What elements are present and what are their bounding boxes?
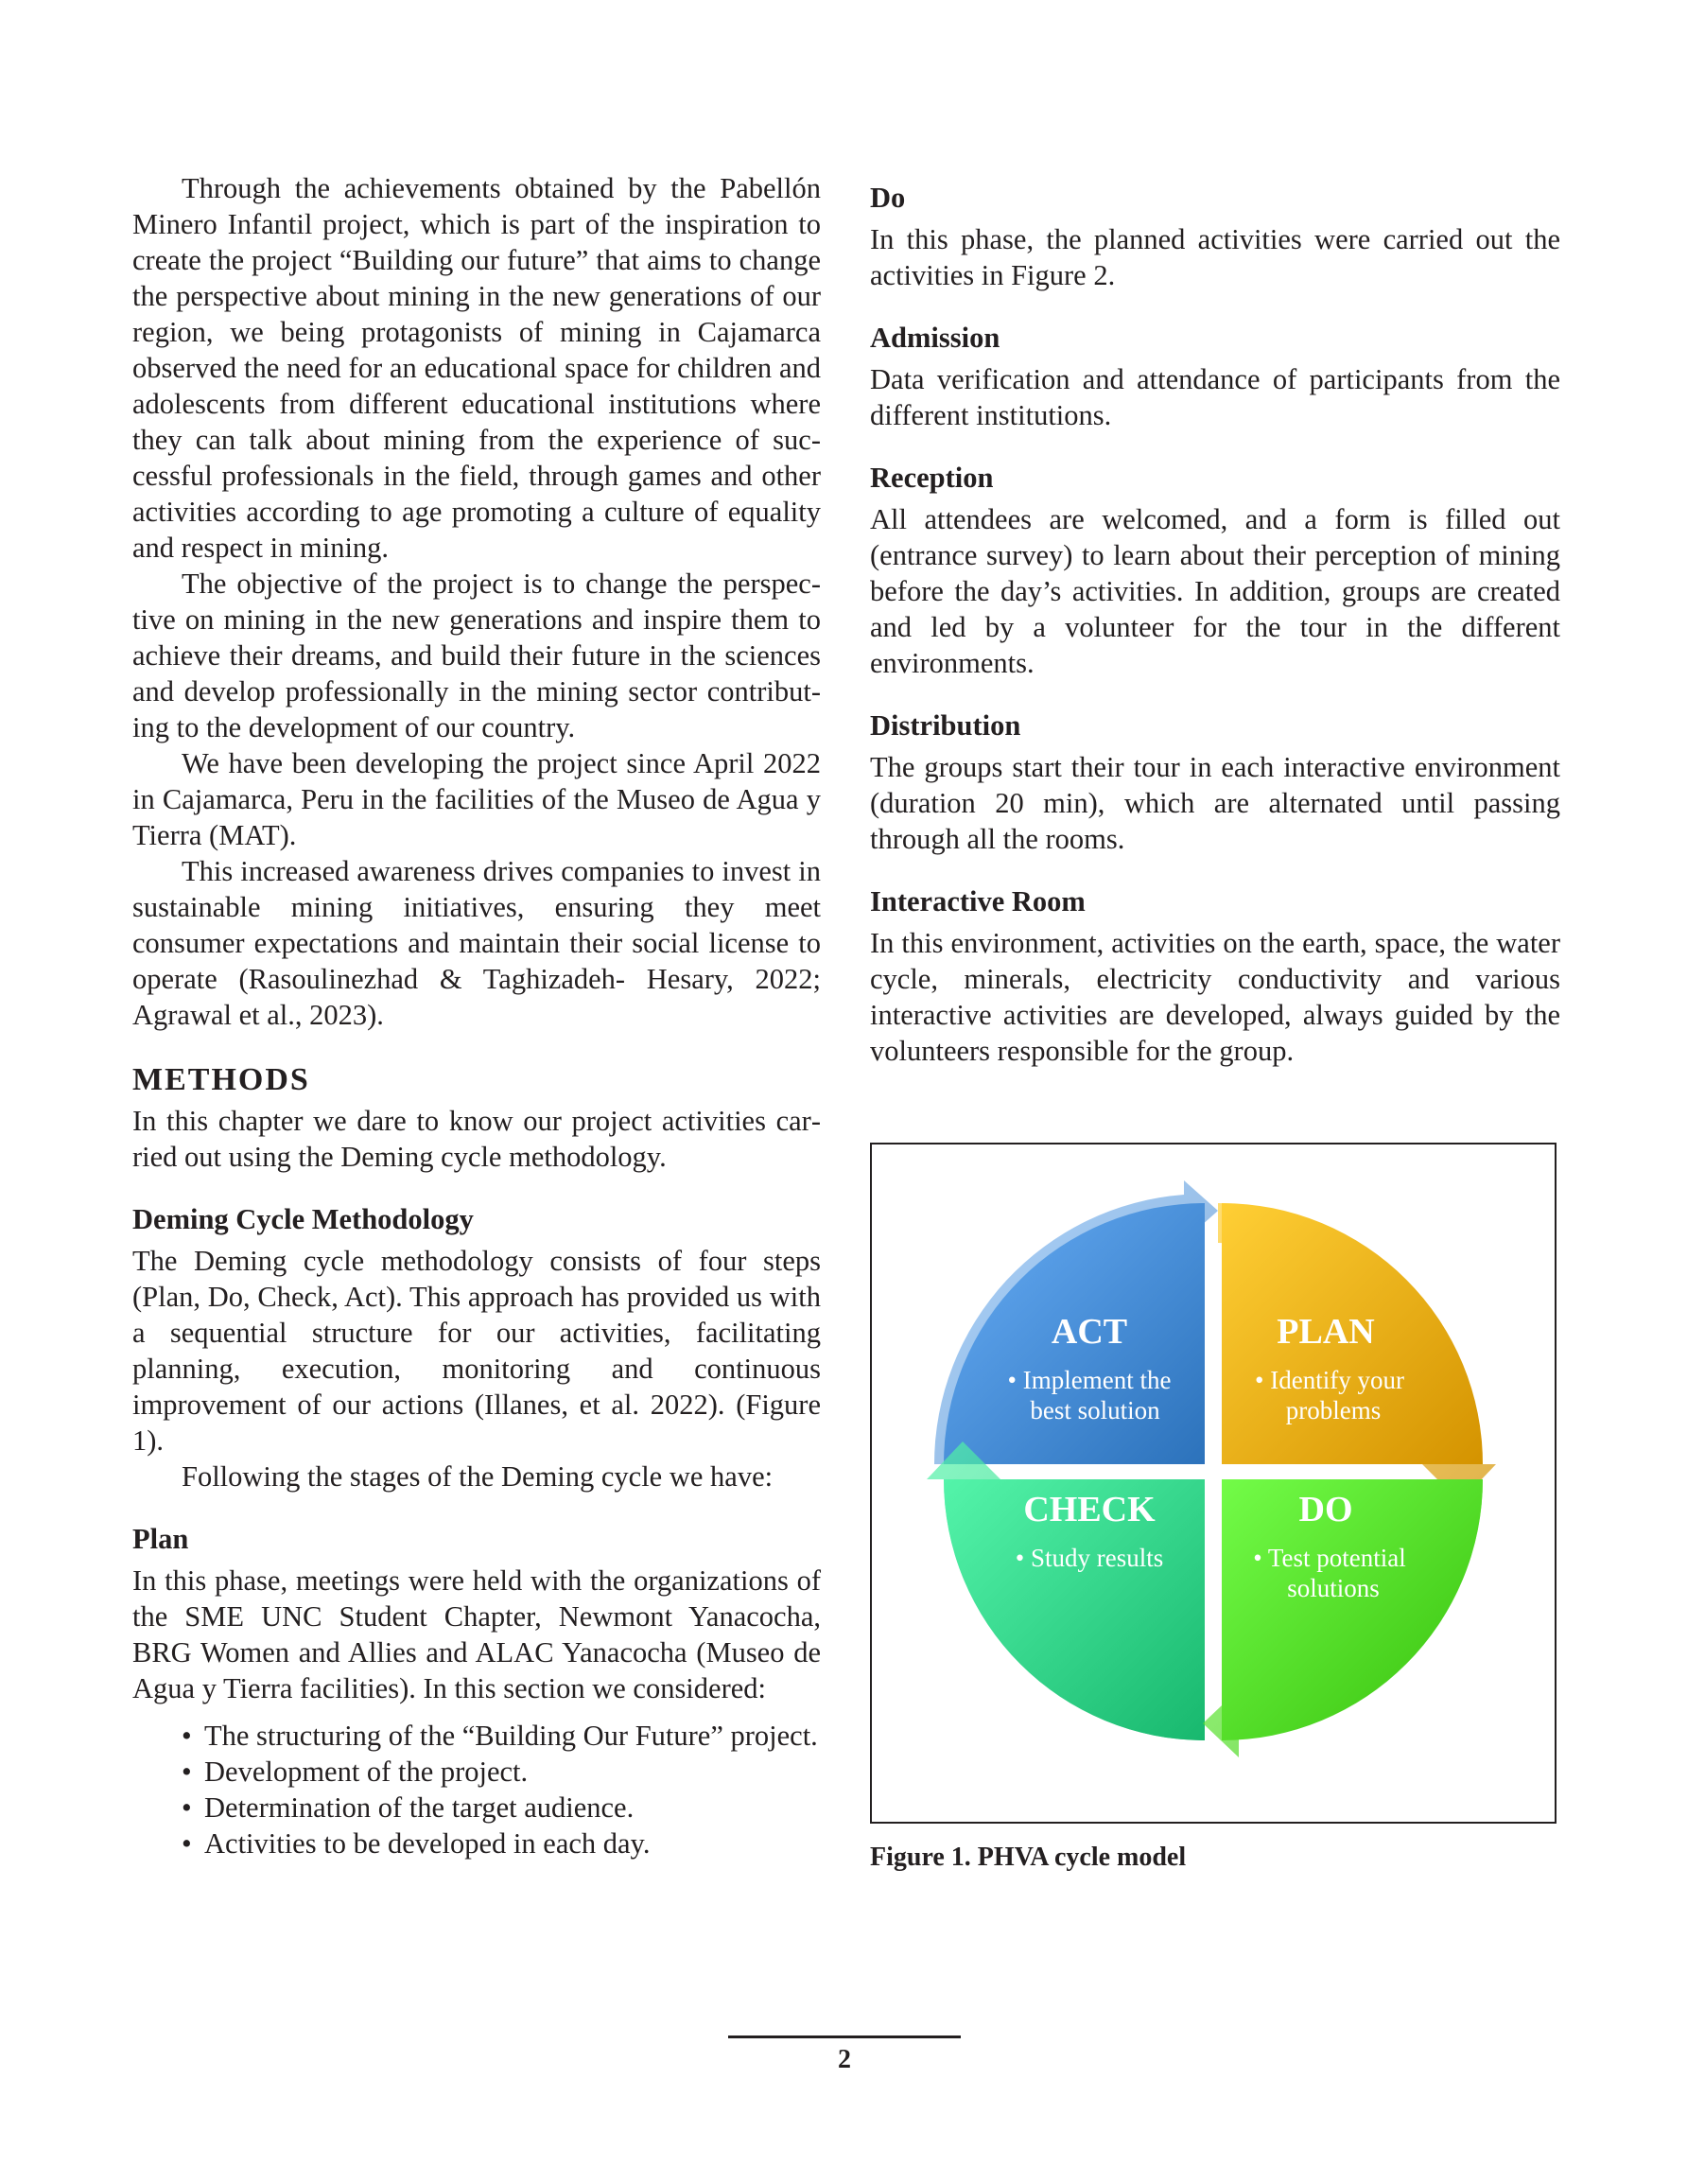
methods-paragraph: In this chapter we dare to know our project activities carried out using the Deming cycle methodology. xyxy=(132,1105,821,1173)
plan-quadrant xyxy=(1218,1203,1496,1502)
distribution-heading: Distribution xyxy=(870,709,1021,742)
phva-cycle-diagram xyxy=(872,1144,1555,1822)
admission-heading: Admission xyxy=(870,322,1000,354)
check-text-line-1: • Study results xyxy=(1015,1544,1164,1572)
check-title: CHECK xyxy=(1023,1490,1156,1529)
act-title: ACT xyxy=(1051,1312,1128,1352)
footer-rule xyxy=(728,2035,961,2038)
reception-paragraph: All attendees are welcomed, and a form is filled out (entrance survey) to learn about their perception of mining before the day’s activities. In addition, groups are created and led by a volunteer for the tour in the different environments. xyxy=(870,503,1560,679)
figure-caption: Figure 1. PHVA cycle model xyxy=(870,1843,1187,1872)
do-heading: Do xyxy=(870,182,906,214)
phva-figure xyxy=(870,1143,1557,1824)
intro-paragraph-4: This increased awareness drives companies to invest in sustainable mining initiatives, ensuring they meet consumer expectations and maintain their social license to operate (Rasoulinezhad & Taghizadeh- Hesary, 2022; Agrawal et al., 2023). xyxy=(132,855,821,1031)
interactive-room-paragraph: In this environment, activities on the earth, space, the water cycle, minerals, electricity conductivity and various interactive activities are developed, always guided by the volunteers responsible for the group. xyxy=(870,927,1560,1067)
plan-bullet-item: • Determination of the target audience. xyxy=(182,1790,821,1826)
do-text-line-1: • Test potential xyxy=(1253,1544,1406,1572)
distribution-paragraph: The groups start their tour in each interactive environment (duration 20 min), which are alternated until passing through all the rooms. xyxy=(870,751,1560,855)
left-column xyxy=(132,170,821,1861)
reception-heading: Reception xyxy=(870,462,994,494)
right-column xyxy=(870,170,1560,1069)
plan-paragraph: In this phase, meetings were held with the organizations of the SME UNC Student Chapter, Newmont Yanacocha, BRG Women and Allies and ALAC Yanacocha (Museo de Agua y Tierra facilities). In this section we considered: xyxy=(132,1564,821,1704)
plan-heading: Plan xyxy=(132,1523,189,1555)
interactive-room-heading: Interactive Room xyxy=(870,885,1086,917)
do-title: DO xyxy=(1298,1490,1353,1529)
intro-paragraph-2: The objective of the project is to change the perspective on mining in the new generations and inspire them to achieve their dreams, and build their future in the sciences and develop professionally in the mining sector contributing to the development of our country. xyxy=(132,568,821,743)
do-quadrant xyxy=(1203,1479,1483,1757)
plan-bullet-list xyxy=(132,1718,821,1861)
methods-heading: METHODS xyxy=(132,1062,310,1097)
admission-paragraph: Data verification and attendance of participants from the different institutions. xyxy=(870,363,1560,431)
do-text-line-2: solutions xyxy=(1287,1574,1380,1602)
intro-paragraph-3: We have been developing the project since April 2022 in Cajamarca, Peru in the facilities of the Museo de Agua y Tierra (MAT). xyxy=(132,747,821,851)
deming-heading: Deming Cycle Methodology xyxy=(132,1203,474,1235)
act-text-line-1: • Implement the xyxy=(1007,1366,1172,1394)
check-quadrant xyxy=(927,1441,1205,1740)
plan-text-line-1: • Identify your xyxy=(1255,1366,1404,1394)
plan-text-line-2: problems xyxy=(1285,1396,1382,1424)
plan-title: PLAN xyxy=(1277,1312,1375,1352)
act-quadrant xyxy=(934,1180,1218,1464)
deming-paragraph: The Deming cycle methodology consists of four steps (Plan, Do, Check, Act). This approach has provided us with a sequential structure for our activities, facilitating planning, execution, monitoring and continuous improvement of our actions (Illanes, et al. 2022). (Figure 1). xyxy=(132,1245,821,1457)
deming-following: Following the stages of the Deming cycle we have: xyxy=(182,1460,774,1493)
intro-paragraph-1: Through the achievements obtained by the Pabellón Minero Infantil project, which is part of the inspiration to create the project “Building our future” that aims to change the perspective about mining in the new generations of our region, we being protagonists of mining in Cajamarca observed the need for an educational space for children and adolescents from different educational institutions where they can talk about mining from the experience of successful professionals in the field, through games and other activities according to age promoting a culture of equality and respect in mining. xyxy=(132,172,821,564)
page-number: 2 xyxy=(838,2045,851,2074)
plan-bullet-item: • Development of the project. xyxy=(182,1754,821,1790)
plan-bullet-item: • Activities to be developed in each day. xyxy=(182,1826,821,1861)
plan-bullet-item: • The structuring of the “Building Our Future” project. xyxy=(182,1718,821,1754)
do-paragraph: In this phase, the planned activities were carried out the activities in Figure 2. xyxy=(870,223,1560,291)
act-text-line-2: best solution xyxy=(1030,1396,1160,1424)
